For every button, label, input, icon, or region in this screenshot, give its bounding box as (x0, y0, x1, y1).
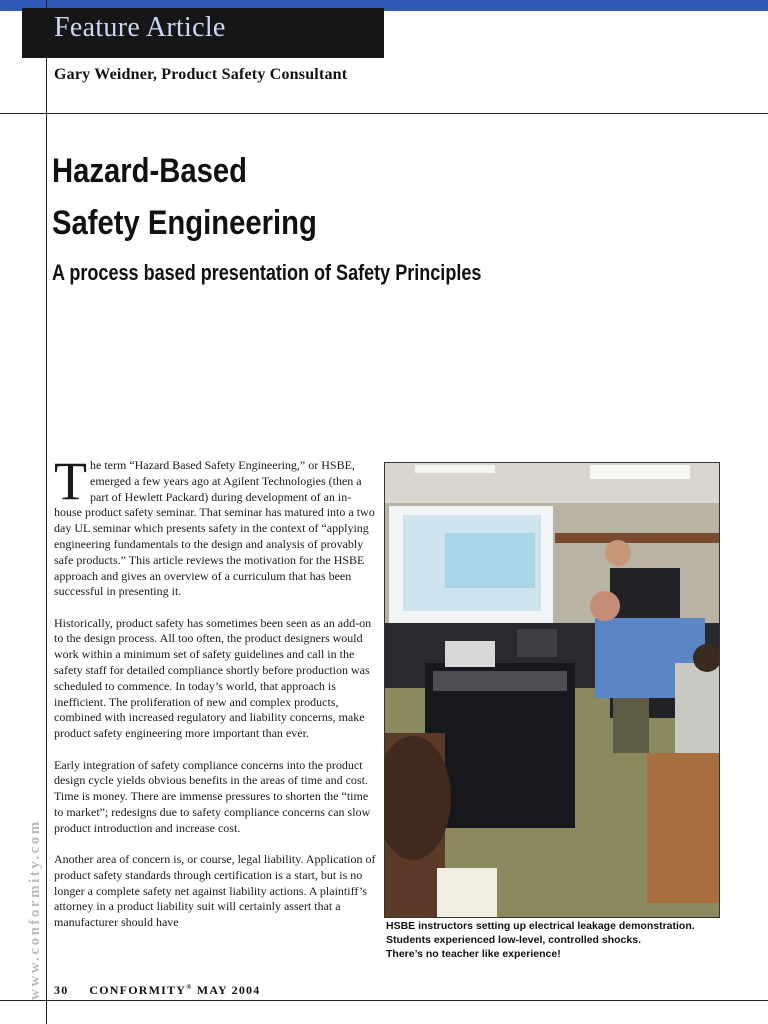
body-paragraph: Historically, product safety has sometimes been seen as an add-on to the design process. All too often, the product designers would work within a minimum set of safety guidelines and call in the safety staff for detailed compliance shortly before production was scheduled to commence. In today’s world, that approach is inefficient. The proliferation of new and complex products, combined with increased regulatory and liability concerns, make product safety engineering more important than ever. (54, 615, 372, 741)
page-number: 30 (54, 983, 69, 997)
issue-date: MAY 2004 (196, 983, 261, 997)
title-line-2: Safety Engineering (52, 204, 317, 242)
article-subtitle: A process based presentation of Safety Principles (52, 260, 482, 285)
caption-line: Students experienced low-level, controlled shocks. (386, 934, 641, 946)
footer-divider (0, 1000, 768, 1001)
page-footer (54, 983, 260, 998)
seminar-photo-illustration (385, 463, 719, 917)
caption-line: HSBE instructors setting up electrical leakage demonstration. (386, 920, 695, 932)
article-photo (384, 462, 720, 918)
header-divider (0, 113, 768, 114)
caption-line: There’s no teacher like experience! (386, 948, 561, 960)
body-paragraph: The term “Hazard Based Safety Engineering,” or HSBE, emerged a few years ago at Agilent Technologies (then a part of Hewlett Packard) during development of an in-house product safety seminar. That seminar has matured into a two day UL seminar which presents safety in the context of “applying engineering fundamentals to the design and analysis of provably safe products.” This article reviews the motivation for the HSBE approach and gives an overview of a curriculum that has been successful in presenting it. (54, 451, 375, 599)
left-margin-rule (46, 0, 47, 1024)
article-title (52, 145, 317, 249)
article-body (54, 451, 376, 947)
trademark-symbol: ® (186, 983, 193, 991)
section-label: Feature Article (54, 12, 226, 43)
body-paragraph: Early integration of safety compliance concerns into the product design cycle yields obvious benefits in the areas of time and cost. Time is money. There are immense pressures to shorten the “time to market”; redesigns due to safety compliance concerns can slow product introduction and increase cost. (54, 757, 371, 835)
magazine-name: CONFORMITY (89, 983, 187, 997)
photo-caption (386, 919, 716, 961)
author-byline: Gary Weidner, Product Safety Consultant (54, 66, 348, 83)
website-url-sidebar: www.conformity.com (27, 819, 43, 1000)
title-line-1: Hazard-Based (52, 152, 248, 190)
body-paragraph: Another area of concern is, or course, legal liability. Application of product safety standards through certification is a start, but is no longer a complete safety net against liability actions. A plaintiff’s attorney in a product liability suit will certainly assert that a manufacturer should have (54, 852, 376, 930)
drop-cap: T (54, 451, 87, 511)
